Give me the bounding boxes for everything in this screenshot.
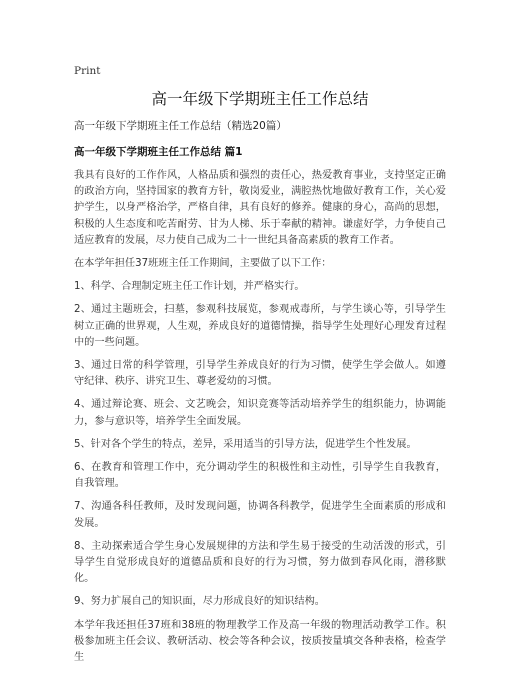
paragraph-item-7: 7、沟通各科任教师，及时发现问题，协调各科教学，促进学生全面素质的形成和发展。 xyxy=(74,501,446,529)
document-title: 高一年级下学期班主任工作总结 xyxy=(151,90,369,108)
paragraph-intro: 我具有良好的工作作风，人格品质和强烈的责任心，热爱教育事业，支持坚定正确的政治方向，坚持国家的教育方针，敬岗爱业，满腔热忱地做好教育工作，关心爱护学生，以身严格治学，严格自律，具有良好的修养。健康的身心，高尚的思想，积极的人生态度和吃苦耐劳、甘为人梯、乐于奉献的精神。谦虚好学，力争使自己适应教育的发展，尽力使自己成为二十一世纪具备高素质的教育工作者。 xyxy=(74,170,446,246)
print-link[interactable]: Print xyxy=(74,65,101,77)
paragraph-teaching: 本学年我还担任37班和38班的物理教学工作及高一年级的物理活动教学工作。积极参加班主任会议、教研活动、校会等各种会议，按质按量填交各种表格，检查学生 xyxy=(74,619,446,664)
section-heading: 高一年级下学期班主任工作总结 篇1 xyxy=(74,146,243,158)
paragraph-item-4: 4、通过辩论赛、班会、文艺晚会，知识竞赛等活动培养学生的组织能力，协调能力，参与意识等，培养学生全面发展。 xyxy=(74,399,446,427)
paragraph-item-9: 9、努力扩展自己的知识面，尽力形成良好的知识结构。 xyxy=(74,596,325,608)
paragraph-item-6: 6、在教育和管理工作中，充分调动学生的积极性和主动性，引导学生自我教育，自我管理。 xyxy=(74,462,446,490)
document-subtitle: 高一年级下学期班主任工作总结（精选20篇） xyxy=(74,120,287,132)
paragraph-item-5: 5、针对各个学生的特点，差异，采用适当的引导方法，促进学生个性发展。 xyxy=(74,438,417,450)
paragraph-item-3: 3、通过日常的科学管理，引导学生养成良好的行为习惯，使学生学会做人。如遵守纪律、秩序、讲究卫生、尊老爱幼的习惯。 xyxy=(74,360,446,388)
paragraph-item-8: 8、主动探索适合学生身心发展规律的方法和学生易于接受的生动活泼的形式，引导学生自觉形成良好的道德品质和良好的行为习惯，努力做到春风化雨，潜移默化。 xyxy=(74,540,446,585)
paragraph-item-1: 1、科学、合理制定班主任工作计划，并严格实行。 xyxy=(74,281,305,293)
paragraph-item-2: 2、通过主题班会，扫墓，参观科技展览，参观戒毒所，与学生谈心等，引导学生树立正确的世界观，人生观，养成良好的道德情操，指导学生处理好心理发育过程中的一些问题。 xyxy=(74,304,446,348)
paragraph-duties-intro: 在本学年担任37班班主任工作期间，主要做了以下工作： xyxy=(74,258,332,270)
